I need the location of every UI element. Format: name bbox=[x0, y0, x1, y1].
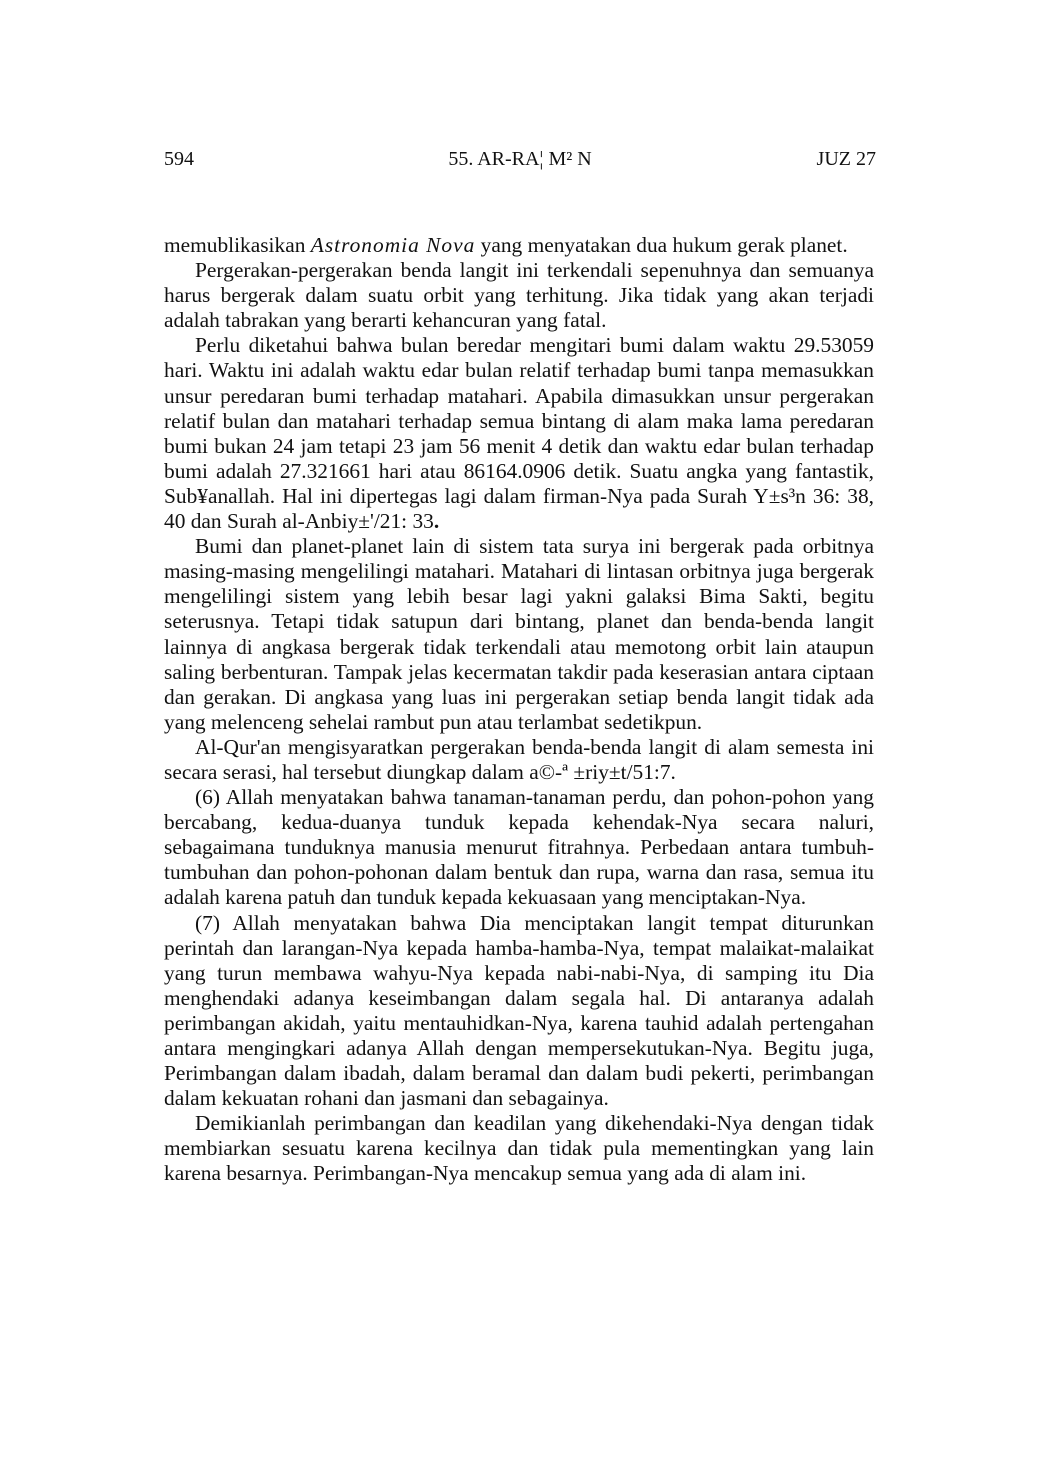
paragraph-5: Al-Qur'an mengisyaratkan pergerakan benda-benda langit di alam semesta ini secara serasi, hal tersebut diungkap dalam a©-ª ±riy±t/51:7. bbox=[164, 734, 874, 784]
paragraph-3-text: Perlu diketahui bahwa bulan beredar mengitari bumi dalam waktu 29.53059 hari. Waktu ini adalah waktu edar bulan relatif terhadap bumi tanpa memasukkan unsur peredaran bumi terhadap matahari. Apabila dimasukkan unsur pergerakan relatif bulan dan matahari terhadap semua bintang di alam maka lama peredaran bumi bukan 24 jam tetapi 23 jam 56 menit 4 detik dan waktu edar bulan terhadap bumi adalah 27.321661 hari atau 86164.0906 detik. Suatu angka yang fantastik, Sub¥anallah. Hal ini dipertegas lagi dalam firman-Nya pada Surah Y±s³n 36: 38, 40 dan Surah al-Anbiy±'/21: 33 bbox=[164, 333, 874, 534]
page-body bbox=[164, 233, 874, 1187]
book-title-italic: Astronomia Nova bbox=[310, 233, 476, 257]
chapter-title: 55. AR-RA¦ M² N bbox=[448, 148, 592, 170]
juz-label: JUZ 27 bbox=[816, 148, 876, 170]
paragraph-6: (6) Allah menyatakan bahwa tanaman-tanaman perdu, dan pohon-pohon yang bercabang, kedua-duanya tunduk kepada kehendak-Nya secara naluri, sebagaimana tunduknya manusia menurut fitrahnya. Perbedaan antara tumbuh-tumbuhan dan pohon-pohonan dalam bentuk dan rupa, warna dan rasa, semua itu adalah karena patuh dan tunduk kepada kekuasaan yang menciptakan-Nya. bbox=[164, 785, 874, 910]
paragraph-7: (7) Allah menyatakan bahwa Dia menciptakan langit tempat diturunkan perintah dan larangan-Nya kepada hamba-hamba-Nya, tempat malaikat-malaikat yang turun membawa wahyu-Nya kepada nabi-nabi-Nya, di samping itu Dia menghendaki adanya keseimbangan dalam segala hal. Di antaranya adalah perimbangan akidah, yaitu mentauhidkan-Nya, karena tauhid adalah pertengahan antara mengingkari adanya Allah dengan mempersekutukan-Nya. Begitu juga, Perimbangan dalam ibadah, dalam beramal dan dalam budi pekerti, perimbangan dalam kekuatan rohani dan jasmani dan sebagainya. bbox=[164, 910, 874, 1111]
paragraph-3 bbox=[164, 333, 874, 534]
paragraph-3-bold-end: . bbox=[433, 509, 440, 534]
page-header bbox=[164, 144, 876, 174]
page-number: 594 bbox=[164, 148, 194, 170]
paragraph-1 bbox=[164, 233, 874, 258]
paragraph-8: Demikianlah perimbangan dan keadilan yang dikehendaki-Nya dengan tidak membiarkan sesuatu karena kecilnya dan tidak pula mementingkan yang lain karena besarnya. Perimbangan-Nya mencakup semua yang ada di alam ini. bbox=[164, 1111, 874, 1186]
paragraph-1-after: yang menyatakan dua hukum gerak planet. bbox=[475, 233, 848, 257]
paragraph-2: Pergerakan-pergerakan benda langit ini terkendali sepenuhnya dan semuanya harus bergerak dalam suatu orbit yang terhitung. Jika tidak yang akan terjadi adalah tabrakan yang berarti kehancuran yang fatal. bbox=[164, 258, 874, 333]
paragraph-4: Bumi dan planet-planet lain di sistem tata surya ini bergerak pada orbitnya masing-masing mengelilingi matahari. Matahari di lintasan orbitnya juga bergerak mengelilingi sistem yang lebih besar lagi yakni galaksi Bima Sakti, begitu seterusnya. Tetapi tidak satupun dari bintang, planet dan benda-benda langit lainnya di angkasa bergerak tidak terkendali atau memotong orbit lain ataupun saling berbenturan. Tampak jelas kecermatan takdir pada keserasian antara ciptaan dan gerakan. Di angkasa yang luas ini pergerakan setiap benda langit tidak ada yang melenceng sehelai rambut pun atau terlambat sedetikpun. bbox=[164, 534, 874, 734]
paragraph-1-before: memublikasikan bbox=[164, 233, 311, 257]
